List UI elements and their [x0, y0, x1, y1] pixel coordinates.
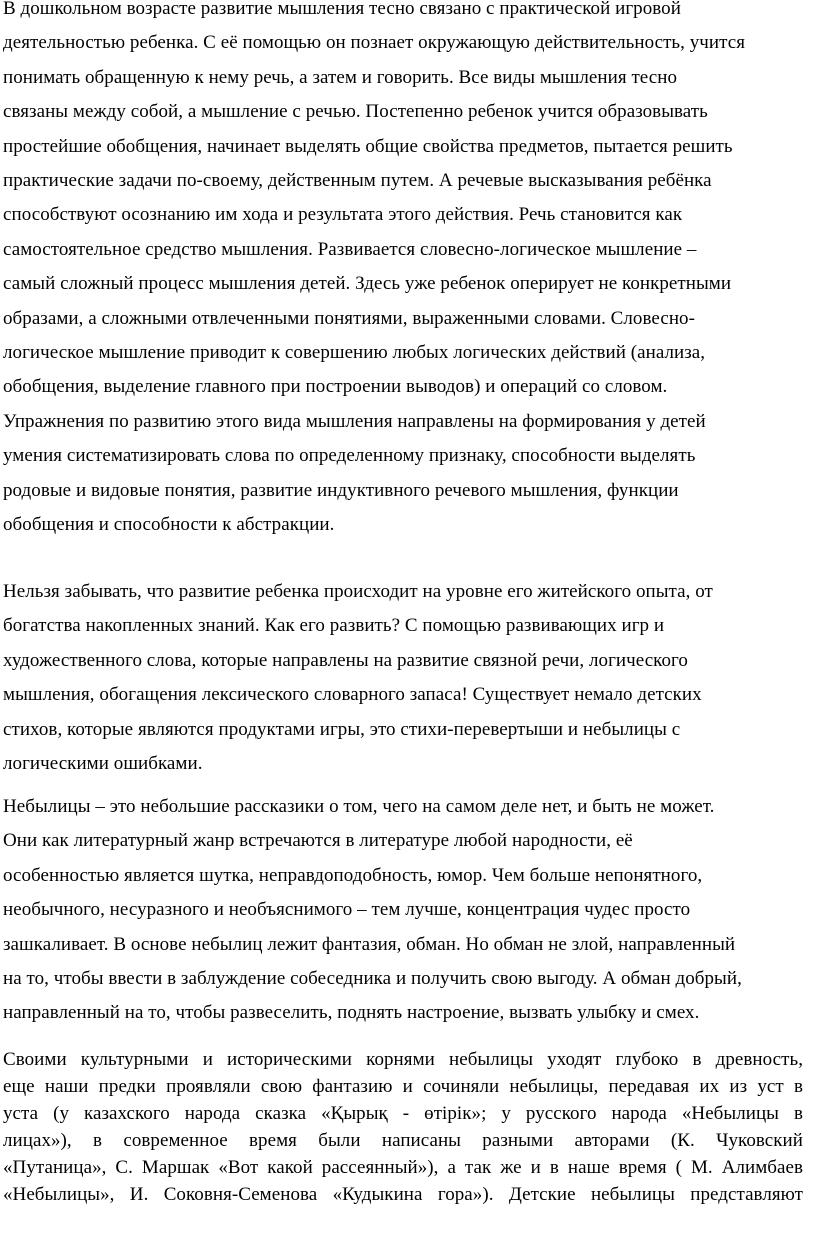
text-line: Они как литературный жанр встречаются в литературе любой народности, её [3, 830, 633, 852]
text-line: понимать обращенную к нему речь, а затем и говорить. Все виды мышления тесно [3, 66, 678, 88]
paragraph-nebylitsy-history [3, 1046, 803, 1209]
text-line: необычного, несуразного и необъяснимого – тем лучше, концентрация чудес просто [3, 899, 691, 921]
text-line: Своими культурными и историческими корнями небылицы уходят глубоко в древность, [3, 1049, 803, 1070]
text-line: логическими ошибками. [3, 753, 203, 775]
paragraph-thinking-development [3, 0, 816, 543]
text-line: лицах»), в современное время были написаны разными авторами (К. Чуковский [3, 1130, 803, 1152]
text-line: направленный на то, чтобы развеселить, поднять настроение, вызвать улыбку и смех. [3, 1002, 700, 1024]
text-line: зашкаливает. В основе небылиц лежит фантазия, обман. Но обман не злой, направленный [3, 933, 736, 955]
text-line: мышления, обогащения лексического словарного запаса! Существует немало детских [3, 684, 702, 706]
text-line: деятельностью ребенка. С её помощью он познает окружающую действительность, учится [3, 32, 745, 54]
paragraph-nebylitsy-definition [3, 790, 816, 1031]
text-line: художественного слова, которые направлены на развитие связной речи, логического [3, 649, 688, 671]
text-line: обобщения и способности к абстракции. [3, 514, 335, 536]
text-line: Упражнения по развитию этого вида мышления направлены на формирования у детей [3, 410, 706, 432]
text-line: образами, а сложными отвлеченными понятиями, выраженными словами. Словесно- [3, 307, 695, 329]
text-line: практические задачи по-своему, действенным путем. А речевые высказывания ребёнка [3, 170, 712, 192]
text-line: родовые и видовые понятия, развитие индуктивного речевого мышления, функции [3, 479, 679, 501]
text-line: самый сложный процесс мышления детей. Здесь уже ребенок оперирует не конкретными [3, 273, 732, 295]
text-line: самостоятельное средство мышления. Развивается словесно-логическое мышление – [3, 238, 697, 260]
text-line: уста (у казахского народа сказка «Қырық - өтірік»; у русского народа «Небылицы в [3, 1103, 803, 1125]
text-line: «Небылицы», И. Соковня-Семенова «Кудыкина гора»). Детские небылицы представляют [3, 1184, 803, 1206]
text-line: логическое мышление приводит к совершению любых логических действий (анализа, [3, 342, 706, 364]
text-line: на то, чтобы ввести в заблуждение собеседника и получить свою выгоду. А обман добрый, [3, 968, 742, 990]
text-line: связаны между собой, а мышление с речью. Постепенно ребенок учится образовывать [3, 101, 708, 123]
text-line: обобщения, выделение главного при построении выводов) и операций со словом. [3, 376, 668, 398]
text-line: стихов, которые являются продуктами игры, это стихи-перевертыши и небылицы с [3, 718, 681, 740]
text-line: богатства накопленных знаний. Как его развить? С помощью развивающих игр и [3, 615, 665, 637]
text-line: еще наши предки проявляли свою фантазию и сочиняли небылицы, передавая их из уст в [3, 1076, 803, 1098]
text-line: особенностью является шутка, неправдоподобность, юмор. Чем больше непонятного, [3, 864, 703, 886]
text-line: «Путаница», С. Маршак «Вот какой рассеянный»), а так же и в наше время ( М. Алимбаев [3, 1157, 803, 1179]
text-line: простейшие обобщения, начинает выделять общие свойства предметов, пытается решить [3, 135, 733, 157]
text-line: В дошкольном возрасте развитие мышления тесно связано с практической игровой [3, 0, 681, 19]
text-line: умения систематизировать слова по определенному признаку, способности выделять [3, 445, 696, 467]
text-line: Нельзя забывать, что развитие ребенка происходит на уровне его житейского опыта, от [3, 581, 713, 602]
text-line: Небылицы – это небольшие рассказики о том, чего на самом деле нет, и быть не может. [3, 796, 715, 817]
paragraph-child-experience [3, 575, 816, 781]
text-line: способствуют осознанию им хода и результата этого действия. Речь становится как [3, 204, 683, 226]
